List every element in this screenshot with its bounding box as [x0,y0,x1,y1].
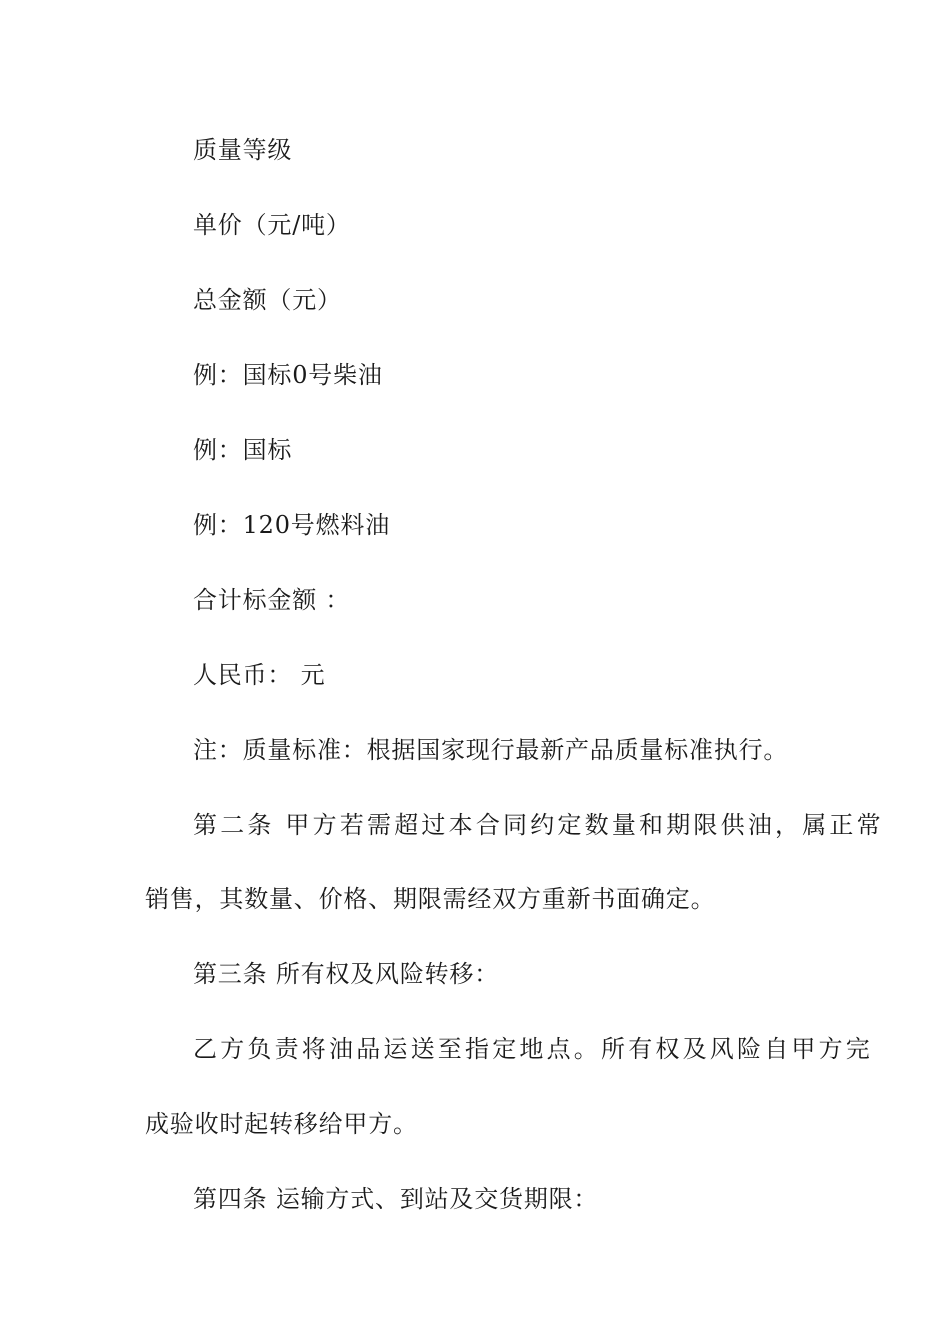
total-bid-amount: 合计标金额 ： [193,586,351,614]
rmb-amount: 人民币： 元 [193,661,326,689]
example-fuel-oil: 例：120号燃料油 [193,511,391,539]
quality-grade-label: 质量等级 [193,136,293,164]
article-2-line-2: 销售，其数量、价格、期限需经双方重新书面确定。 [145,885,716,913]
article-2-line-1: 第二条 甲方若需超过本合同约定数量和期限供油，属正常 [193,811,884,839]
article-4-heading: 第四条 运输方式、到站及交货期限： [193,1185,599,1213]
article-3-line-2: 成验收时起转移给甲方。 [145,1110,418,1138]
article-3-line-1: 乙方负责将油品运送至指定地点。所有权及风险自甲方完 [193,1035,873,1063]
example-diesel: 例：国标0号柴油 [193,361,383,389]
article-3-heading: 第三条 所有权及风险转移： [193,960,500,988]
total-amount-label: 总金额（元） [193,286,342,314]
example-standard: 例：国标 [193,436,293,464]
quality-standard-note: 注：质量标准：根据国家现行最新产品质量标准执行。 [193,736,789,764]
unit-price-label: 单价（元/吨） [193,211,351,239]
